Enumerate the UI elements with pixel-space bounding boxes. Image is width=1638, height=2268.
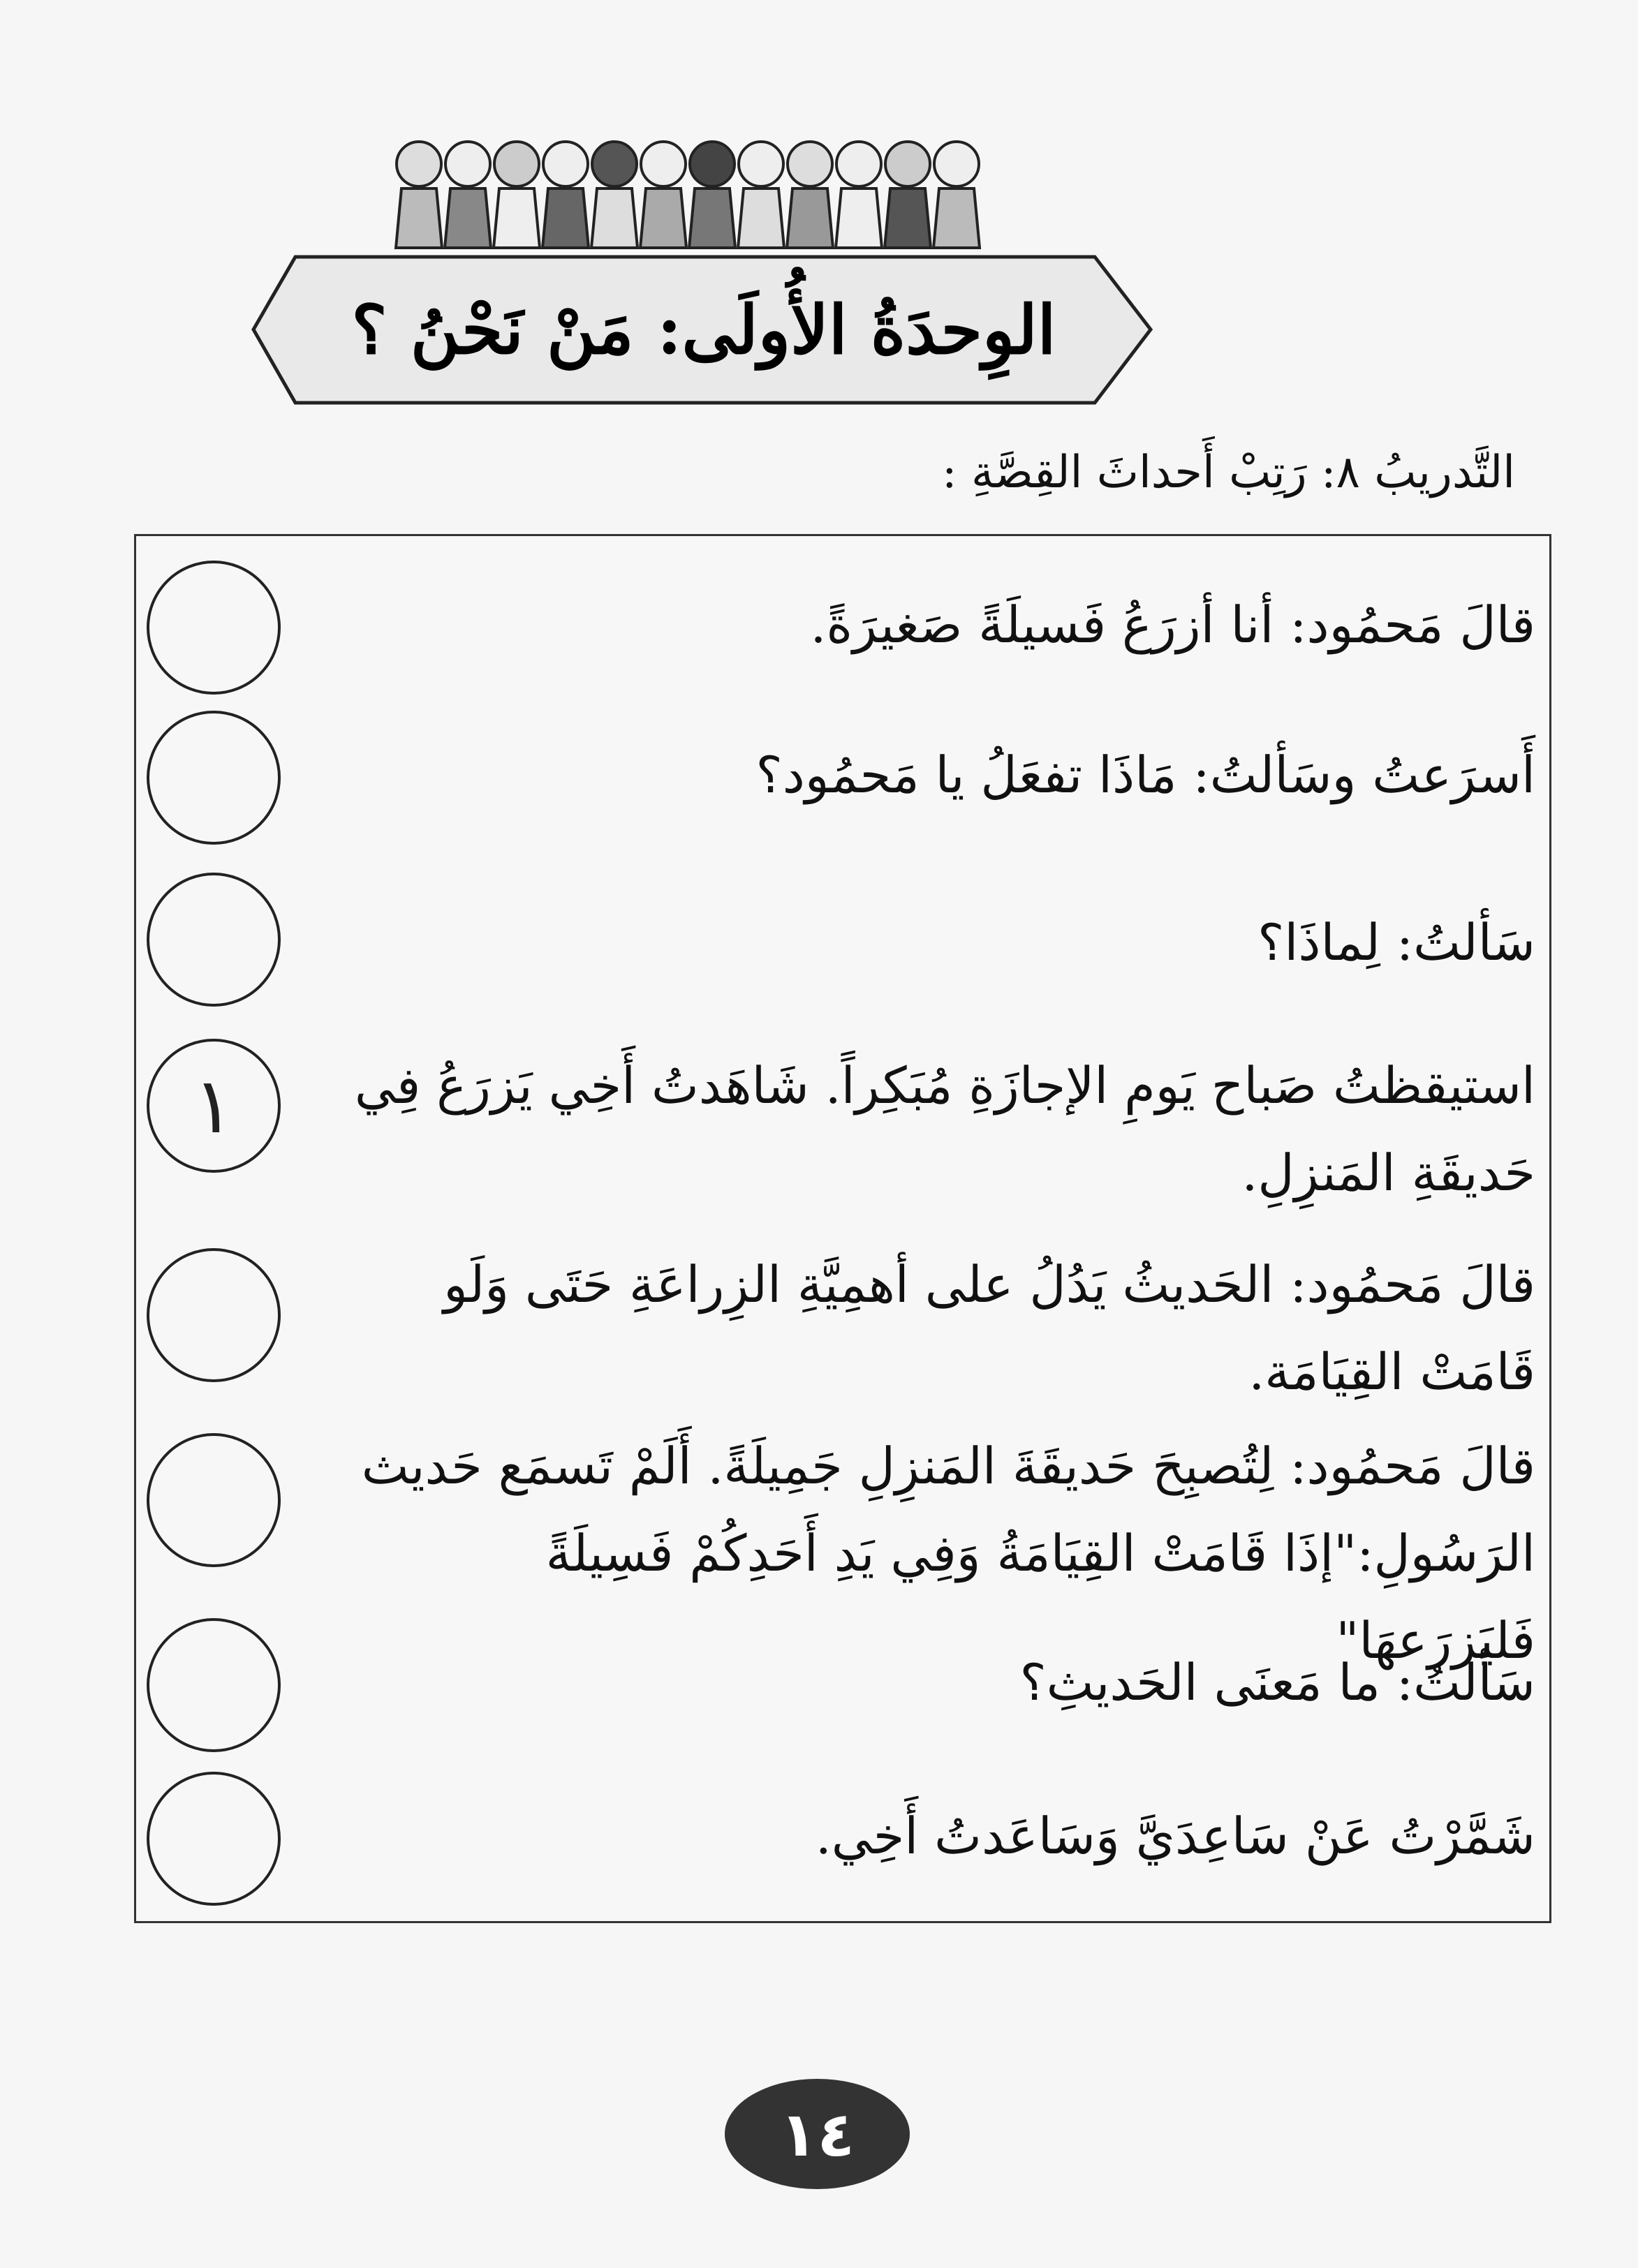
- story-sentence: أَسرَعتُ وسَألتُ: مَاذَا تفعَلُ يا مَحمُود؟: [755, 746, 1535, 804]
- story-sentence: قالَ مَحمُود: لِتُصبِحَ حَديقَةَ المَنزِلِ جَمِيلَةً. أَلَمْ تَسمَع حَديث الرَسُولِ:"إذَا قَامَتْ القِيَامَةُ وَفِي يَدِ أَحَدِكُمْ فَسِيلَةً فَليَزرَعهَا": [361, 1437, 1535, 1670]
- story-sentence: شَمَّرْتُ عَنْ سَاعِدَيَّ وَسَاعَدتُ أَخِي.: [815, 1807, 1535, 1865]
- order-circle[interactable]: ١: [147, 1039, 281, 1173]
- order-circle[interactable]: [147, 1618, 281, 1752]
- unit-banner: [250, 251, 1158, 408]
- story-sentence: قالَ مَحمُود: الحَديثُ يَدُلُ على أهمِيَّةِ الزِراعَةِ حَتَى وَلَو قَامَتْ القِيَامَة.: [443, 1255, 1535, 1401]
- exercise-instruction: التَّدريبُ ٨: رَتِبْ أَحداثَ القِصَّةِ :: [942, 447, 1515, 498]
- order-circle[interactable]: [147, 873, 281, 1007]
- story-sentence: سَألتُ: ما مَعنَى الحَديثِ؟: [1019, 1653, 1535, 1712]
- order-circle[interactable]: [147, 711, 281, 845]
- order-circle[interactable]: [147, 1433, 281, 1567]
- page-number: ١٤: [725, 2079, 910, 2189]
- order-circle[interactable]: [147, 561, 281, 695]
- story-sentence: سَألتُ: لِماذَا؟: [1257, 913, 1535, 972]
- order-circle[interactable]: [147, 1772, 281, 1906]
- unit-title: الوِحدَةُ الأُولَى: مَنْ نَحْنُ ؟: [351, 290, 1056, 369]
- story-sentence: استيقظتُ صَباح يَومِ الإجازَةِ مُبَكِراً. شَاهَدتُ أَخِي يَزرَعُ فِي حَديقَةِ المَنزِلِ.: [354, 1056, 1535, 1202]
- order-circle[interactable]: [147, 1248, 281, 1382]
- exercise-box: [134, 534, 1551, 1923]
- story-sentence: قالَ مَحمُود: أنا أزرَعُ فَسيلَةً صَغيرَةً.: [810, 595, 1535, 654]
- children-illustration: [388, 126, 995, 255]
